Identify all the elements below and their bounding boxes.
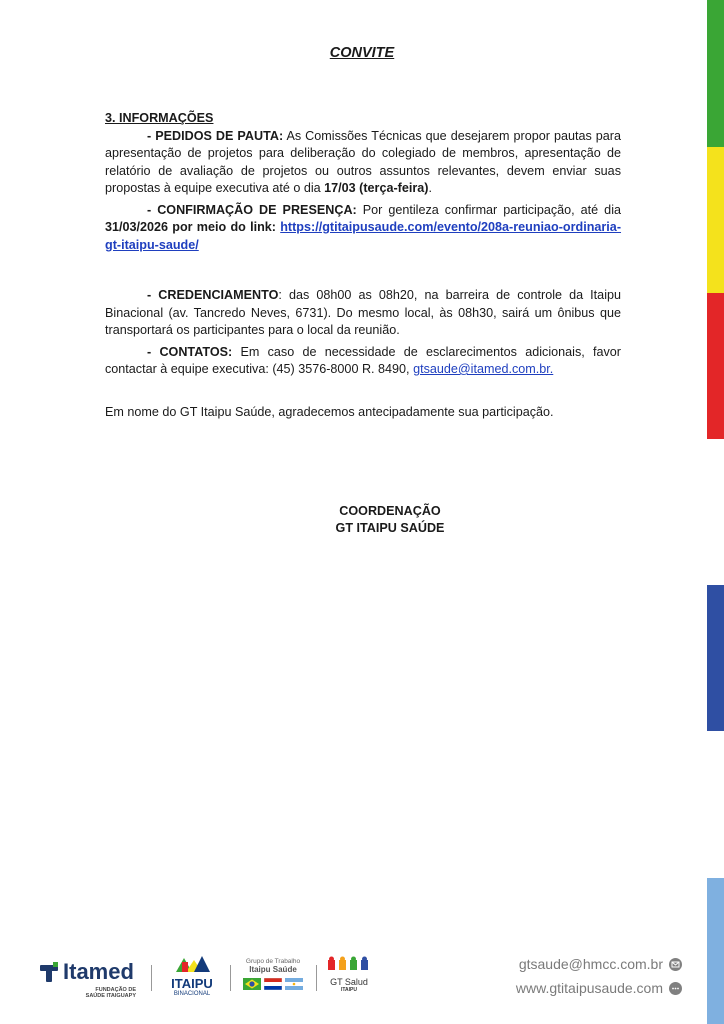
footer-email-text: gtsaude@hmcc.com.br (518, 956, 663, 972)
itamed-sub-2: SAÚDE ITAIGUAPY (85, 993, 136, 999)
footer-divider (230, 965, 231, 991)
grupo-small: Grupo de Trabalho (245, 958, 301, 965)
confirmacao-deadline: 31/03/2026 por meio do link: (105, 220, 276, 234)
itamed-symbol-icon (40, 962, 58, 982)
contatos-email-link[interactable]: gtsaude@itamed.com.br. (413, 362, 554, 376)
footer-divider (316, 965, 317, 991)
info-section-2 (105, 287, 621, 383)
web-icon (669, 982, 682, 995)
confirmacao-text: Por gentileza confirmar participação, até dia (356, 202, 621, 217)
confirmacao-paragraph (105, 202, 621, 255)
itaipu-logo (162, 956, 222, 998)
side-bar-red (707, 293, 724, 439)
itaipu-mark-icon (172, 956, 212, 972)
side-bar-lightblue (707, 878, 724, 1024)
contatos-text: Em caso de necessidade de esclarecimentos adicionais, favor contactar à equipe executiva: (45) 3576-8000 R. 8490, (105, 344, 622, 376)
gt-salud-logo (322, 956, 376, 993)
side-bar-blue (707, 585, 724, 731)
itaipu-sub: BINACIONAL (173, 991, 211, 997)
pedidos-end: . (428, 181, 432, 195)
closing-paragraph: Em nome do GT Itaipu Saúde, agradecemos antecipadamente sua participação. (105, 405, 554, 419)
gt-salud-sub: ITAIPU (340, 987, 358, 993)
paraguay-flag-icon (264, 978, 282, 990)
gt-salud-name: GT Salud (330, 977, 368, 987)
footer-email (519, 956, 682, 972)
gt-salud-people-icon (327, 956, 371, 970)
contatos-label: - CONTATOS: (147, 344, 233, 359)
mail-icon (669, 958, 682, 971)
itamed-name: Itamed (63, 959, 134, 984)
side-bar-yellow (707, 147, 724, 293)
confirmacao-link[interactable]: https://gtitaipusaude.com/evento/208a-reuniao-ordinaria-gt-itaipu-saude/ (105, 220, 622, 252)
pedidos-text: As Comissões Técnicas que desejarem propor pautas para apresentação de projetos para deliberação do colegiado de membros, apresentação de relatório de avaliação de projetos ou outros assuntos relevantes, devem enviar suas propostas à equipe executiva até o dia (105, 128, 621, 195)
page-title: CONVITE (329, 45, 395, 61)
brazil-flag-icon (243, 978, 261, 990)
pedidos-label: - PEDIDOS DE PAUTA: (147, 128, 284, 143)
footer-divider (151, 965, 152, 991)
grupo-main: Itaipu Saúde (249, 965, 297, 974)
footer (40, 950, 690, 1010)
footer-site-text: www.gtitaipusaude.com (515, 980, 663, 996)
confirmacao-label: - CONFIRMAÇÃO DE PRESENÇA: (147, 202, 357, 217)
signature-line-1: COORDENAÇÃO (339, 504, 441, 518)
credenciamento-label: - CREDENCIAMENTO (147, 288, 279, 302)
grupo-trabalho-logo (238, 958, 308, 990)
signature-block (0, 503, 724, 537)
credenciamento-text: : das 08h00 as 08h20, na barreira de controle da Itaipu Binacional (av. Tancredo Neves, 6731). Do mesmo local, às 08h30, sairá um ônibus que transportará os participantes para o local da reunião. (105, 288, 621, 337)
pedidos-date: 17/03 (terça-feira) (324, 181, 429, 195)
section-heading: 3. INFORMAÇÕES (105, 111, 214, 125)
footer-site (516, 980, 682, 996)
pedidos-paragraph (105, 128, 621, 198)
signature-line-2: GT ITAIPU SAÚDE (335, 521, 445, 535)
itaipu-name: ITAIPU (171, 976, 213, 991)
credenciamento-paragraph (105, 287, 621, 340)
side-bar-green (707, 0, 724, 147)
argentina-flag-icon (285, 978, 303, 990)
itamed-logo (40, 960, 150, 999)
contatos-paragraph (105, 344, 621, 379)
info-section (105, 110, 621, 258)
itamed-sub-1: FUNDAÇÃO DE (95, 987, 136, 993)
